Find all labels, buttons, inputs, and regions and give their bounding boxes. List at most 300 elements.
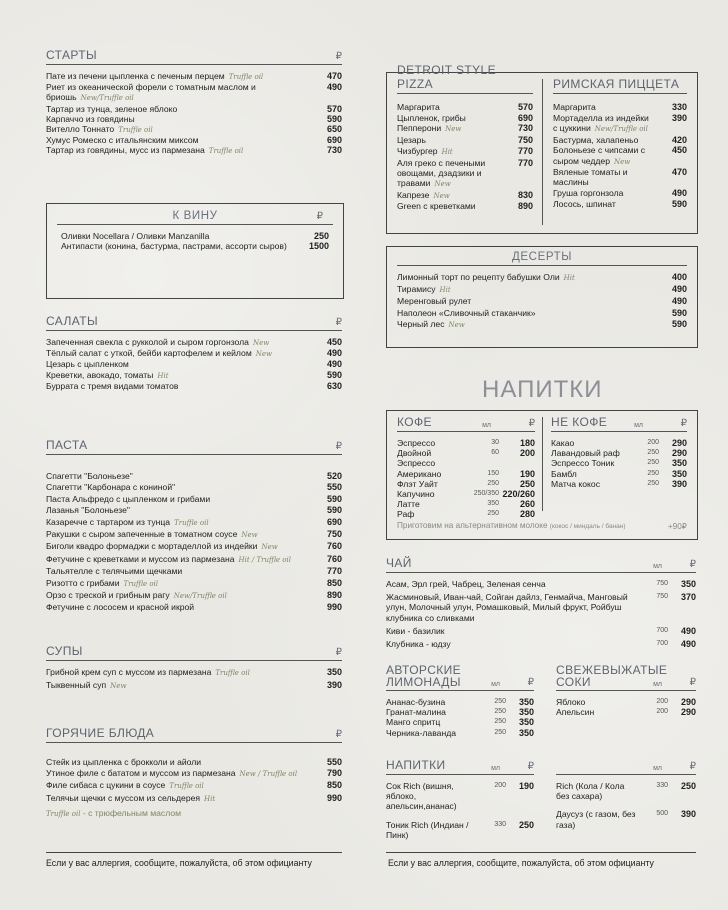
- item-price: 490: [671, 188, 687, 199]
- item-price: 750: [517, 135, 533, 146]
- menu-item: [397, 438, 535, 448]
- item-name: Эспрессо Тоник: [551, 458, 615, 469]
- menu-item: [397, 158, 533, 190]
- item-price: 250: [519, 478, 535, 489]
- item-name: Мортаделла из индейки с цуккини New/Truffle oil: [553, 112, 649, 133]
- menu-item: [46, 505, 342, 515]
- item-tag: Truffle oil: [174, 518, 209, 527]
- item-name: Тартар из говядины, мусс из пармезана Truffle oil: [46, 145, 244, 156]
- item-name: Грибной крем суп с муссом из пармезана Truffle oil: [46, 667, 250, 677]
- item-price: 350: [671, 458, 687, 469]
- item-price: 250: [680, 781, 696, 791]
- item-name: Двойной Эспрессо: [397, 448, 436, 469]
- item-name: Фетучине с лососем и красной икрой: [46, 602, 195, 613]
- menu-item: [46, 667, 342, 678]
- item-name: Даусуз (с газом, без газа): [556, 809, 636, 830]
- item-price: 470: [671, 167, 687, 178]
- item-price: 420: [671, 134, 687, 145]
- item-price: 790: [326, 768, 342, 779]
- item-tag: Truffle oil: [208, 147, 244, 156]
- item-name: Тирамису Hit: [397, 284, 451, 295]
- item-name: Яблоко: [556, 697, 586, 707]
- allergy-note-right: Если у вас аллергия, сообщите, пожалуйста, об этом официанту: [388, 858, 654, 868]
- item-name: Телячьи щечки с муссом из сельдерея Hit: [46, 792, 216, 803]
- item-price: 190: [519, 468, 535, 479]
- item-tag: New/Truffle oil: [594, 124, 648, 133]
- item-price: 590: [671, 307, 687, 318]
- item-name: Черника-лаванда: [386, 727, 457, 738]
- tea-section: ЧАЙ мл ₽ Асам, Эрл грей, Чабрец, Зеленая сенча 750 350 Жасминовый, Иван-чай, Сойган дайлз, Генмайча, Манговый улун, Молочный улун, Ромашковый, Милый фрукт, Ройбуш клубника со сливками 750 370 Киви - базилик 700 490 Клубника - юдзу 700 490: [386, 556, 696, 650]
- menu-item: [556, 781, 696, 801]
- item-name: Клубника - юдзу: [386, 639, 451, 650]
- item-volume: 250: [647, 459, 659, 467]
- item-price: 730: [517, 123, 533, 134]
- item-price: 590: [326, 505, 342, 516]
- item-price: 390: [326, 680, 342, 691]
- item-price: 280: [519, 509, 535, 520]
- item-price: 990: [326, 792, 342, 803]
- item-price: 290: [671, 448, 687, 459]
- item-tag: Hit / Truffle oil: [238, 555, 291, 564]
- pasta-section: ПАСТА ₽ Спагетти "Болоньезе" 520 Спагетти "Карбонара с кониной" 550 Паста Альфредо с цыпленком и грибами 590 Лазанья "Болоньезе" 590 Казаречче с тартаром из тунца Truffle oil 690 Ракушки с сыром запеченные в томатном соусе New 750 Биголи квадро формаджи с мортаделлой из индейки New 760 Фетучине с креветками и муссом из пармезана Hit / Truffle oil 760 Тальятелле с телячьими щечками 770 Ризотто с грибами Truffle oil 850 Орзо с треской и грибным рагу New/Truffle oil 890 Фетучине с лососем и красной икрой 990: [46, 438, 342, 613]
- menu-item: [397, 479, 535, 489]
- item-price: 330: [671, 102, 687, 112]
- menu-item: [386, 781, 534, 812]
- coffee-box: [386, 410, 698, 540]
- item-price: 290: [671, 438, 687, 448]
- item-price: 730: [326, 145, 342, 156]
- item-price: 350: [518, 727, 534, 738]
- menu-item: [46, 541, 342, 552]
- item-price: 850: [326, 577, 342, 588]
- item-tag: Hit: [204, 794, 216, 803]
- item-tag: Truffle oil: [169, 782, 204, 791]
- menu-item: [46, 359, 342, 369]
- menu-item: [397, 469, 535, 479]
- item-tag: New: [613, 157, 631, 166]
- item-tag: Hit: [157, 371, 169, 380]
- item-name: Запеченная свекла с рукколой и сыром горгонзола New: [46, 337, 270, 347]
- item-volume: 250: [647, 449, 659, 457]
- item-name: Вяленые томаты и маслины: [553, 167, 628, 188]
- menu-item: [397, 272, 687, 283]
- item-volume: 250: [494, 698, 506, 705]
- item-price: 490: [680, 625, 696, 636]
- menu-item: [553, 167, 687, 187]
- menu-item: [386, 717, 534, 727]
- truffle-note: Truffle oil - с трюфельным маслом: [46, 807, 182, 818]
- menu-item: [397, 135, 533, 145]
- menu-item: [386, 626, 696, 636]
- item-tag: New: [241, 530, 258, 539]
- item-price: 630: [326, 380, 342, 391]
- menu-item: [551, 479, 687, 489]
- item-price: 390: [671, 112, 687, 123]
- item-price: 850: [326, 780, 342, 791]
- item-name: Филе сибаса с цукини в соусе Truffle oil: [46, 780, 204, 791]
- item-volume: 250: [487, 479, 499, 487]
- item-name: Цезарь: [397, 135, 426, 146]
- menu-item: [46, 494, 342, 504]
- item-name: Манго спритц: [386, 717, 441, 728]
- item-price: 490: [326, 359, 342, 370]
- menu-item: [386, 579, 696, 589]
- item-tag: New: [433, 191, 450, 200]
- item-name: Наполеон «Сливочный стаканчик»: [397, 307, 536, 318]
- item-tag: New: [255, 350, 272, 359]
- item-name: Меренговый рулет: [397, 296, 472, 307]
- item-name: Латте: [397, 499, 420, 510]
- item-price: 570: [326, 103, 342, 114]
- menu-item: [397, 284, 687, 295]
- item-price: 490: [326, 82, 342, 93]
- item-name: Буррата с тремя видами томатов: [46, 380, 179, 391]
- item-name: Фетучине с креветками и муссом из пармезана Hit / Truffle oil: [46, 553, 291, 564]
- menu-item: [556, 707, 696, 717]
- item-price: 450: [326, 337, 342, 347]
- hot-section: ГОРЯЧИЕ БЛЮДА ₽ Стейк из цыпленка с брокколи и айоли 550 Утиное филе с бататом и муссом из пармезана New / Truffle oil 790 Филе сибаса с цукини в соусе Truffle oil 850 Телячьи щечки с муссом из сельдерея Hit 990 Truffle oil - с трюфельным маслом: [46, 726, 342, 818]
- menu-item: [46, 471, 342, 481]
- item-name: Лазанья "Болоньезе": [46, 505, 130, 516]
- item-price: 390: [671, 478, 687, 489]
- item-price: 470: [326, 71, 342, 81]
- detroit-pizza: DETROIT STYLE PIZZA Маргарита 570 Цыпленок, грибы 690 Пепперони New 730 Цезарь 750 Чизбургер Hit 770 Аля греко с печеными овощами, дзадзики и травами New 770 Капрезе New 830 Green с креветками 890: [397, 63, 533, 212]
- item-name: Капучино: [397, 489, 435, 500]
- item-price: 260: [519, 499, 535, 510]
- item-name: Маргарита: [397, 102, 440, 112]
- item-volume: 330: [656, 782, 668, 789]
- item-price: 520: [326, 471, 342, 481]
- menu-item: [46, 757, 342, 767]
- salads-section: САЛАТЫ ₽ Запеченная свекла с рукколой и сыром горгонзола New 450 Тёплый салат с уткой, бейби картофелем и кейлом New 490 Цезарь с цыпленком 490 Креветки, авокадо, томаты Hit 590 Буррата с тремя видами томатов 630: [46, 314, 342, 391]
- item-name: Капрезе New: [397, 189, 450, 200]
- item-name: Цыпленок, грибы: [397, 112, 466, 123]
- item-price: 490: [326, 348, 342, 359]
- item-volume: 200: [656, 698, 668, 705]
- menu-item: [46, 82, 342, 103]
- item-name: Флэт Уайт: [397, 478, 438, 489]
- menu-item: [553, 199, 687, 209]
- item-name: Хумус Ромеско с итальянским миксом: [46, 135, 199, 146]
- item-volume: 500: [656, 810, 668, 818]
- item-price: 250: [313, 231, 329, 241]
- item-name: Green с креветками: [397, 201, 476, 212]
- item-name: Матча кокос: [551, 478, 600, 489]
- starters-section: СТАРТЫ ₽ Пате из печени цыпленка с печеным перцем Truffle oil 470 Риет из океанической форели с томатным маслом и бриошь New/Truffle oil 490 Тартар из тунца, зеленое яблоко 570 Карпаччо из говядины 590 Вителло Тоннато Truffle oil 650 Хумус Ромеско с итальянским миксом 690 Тартар из говядины, мусс из пармезана Truffle oil 730: [46, 48, 342, 156]
- item-name: Лосось, шпинат: [553, 198, 616, 209]
- item-name: Биголи квадро формаджи с мортаделлой из индейки New: [46, 541, 278, 552]
- menu-item: [46, 145, 342, 156]
- juices-section: СВЕЖЕВЫЖАТЫЕ СОКИ мл ₽ Яблоко 200 290 Апельсин 200 290: [556, 663, 696, 718]
- menu-item: [397, 146, 533, 157]
- not-coffee: НЕ КОФЕ мл ₽ Какао 200 290 Лавандовый раф 250 290 Эспрессо Тоник 250 350 Бамбл 250 350 Матча кокос 250 390: [551, 415, 687, 489]
- item-tag: Hit: [439, 286, 451, 295]
- item-name: Бамбл: [551, 468, 577, 479]
- menu-item: [386, 697, 534, 707]
- menu-item: [46, 780, 342, 791]
- menu-item: [556, 697, 696, 707]
- menu-item: [553, 188, 687, 198]
- menu-item: [46, 517, 342, 528]
- menu-item: [386, 820, 534, 840]
- item-name: Тёплый салат с уткой, бейби картофелем и кейлом New: [46, 348, 272, 359]
- item-price: 590: [326, 493, 342, 504]
- menu-item: [46, 680, 342, 691]
- item-price: 350: [671, 468, 687, 479]
- item-name: Американо: [397, 468, 442, 479]
- menu-item: [46, 793, 342, 804]
- item-price: 1500: [308, 241, 329, 252]
- item-name: Пате из печени цыпленка с печеным перцем Truffle oil: [46, 71, 264, 81]
- item-name: Казаречче с тартаром из тунца Truffle oil: [46, 516, 209, 527]
- item-tag: New: [445, 125, 462, 134]
- item-price: 400: [671, 272, 687, 282]
- menu-item: [556, 809, 696, 829]
- lemonades-section: АВТОРСКИЕ ЛИМОНАДЫ мл ₽ Ананас-бузина 250 350 Гранат-малина 250 350 Манго спритц 250 350 Черника-лаванда 250 350: [386, 663, 534, 738]
- menu-item: [46, 348, 342, 359]
- item-volume: 30: [491, 439, 499, 446]
- item-price: 770: [517, 157, 533, 168]
- item-tag: New/Truffle oil: [80, 94, 134, 103]
- item-name: Эспрессо: [397, 438, 436, 448]
- menu-item: [46, 71, 342, 82]
- to-wine-box: К ВИНУ ₽ Оливки Nocellara / Оливки Manzanilla 250 Антипасти (конина, бастурма, пастрами, ассорти сыров) 1500: [46, 203, 344, 299]
- item-name: Ананас-бузина: [386, 697, 446, 707]
- item-name: Спагетти "Болоньезе": [46, 471, 133, 481]
- soups-section: СУПЫ ₽ Грибной крем суп с муссом из пармезана Truffle oil 350 Тыквенный суп New 390: [46, 644, 342, 691]
- item-volume: 700: [656, 626, 668, 634]
- item-name: Паста Альфредо с цыпленком и грибами: [46, 493, 211, 504]
- item-volume: 200: [494, 782, 506, 789]
- item-volume: 750: [656, 580, 668, 587]
- item-price: 350: [518, 707, 534, 718]
- item-name: Асам, Эрл грей, Чабрец, Зеленая сенча: [386, 579, 546, 589]
- item-price: 760: [326, 541, 342, 552]
- item-name: Груша горгонзола: [553, 188, 624, 199]
- item-name: Риет из океанической форели с томатным маслом и бриошь New/Truffle oil: [46, 82, 256, 103]
- item-price: 490: [671, 296, 687, 307]
- item-name: Ракушки с сыром запеченные в томатном соусе New: [46, 528, 258, 539]
- menu-item: [551, 469, 687, 479]
- menu-item: [46, 578, 342, 589]
- item-price: 550: [326, 757, 342, 767]
- drinks-left: НАПИТКИ мл ₽ Сок Rich (вишня, яблоко, апельсин,ананас) 200 190 Тоник Rich (Индиан / Пинк) 330 250: [386, 758, 534, 840]
- item-name: Жасминовый, Иван-чай, Сойган дайлз, Генмайча, Манговый улун, Молочный улун, Ромашковый, Милый фрукт, Ройбуш клубника со сливками: [386, 592, 628, 623]
- item-price: 890: [326, 589, 342, 600]
- menu-item: [61, 231, 329, 241]
- item-name: Черный лес New: [397, 318, 465, 329]
- item-name: Тоник Rich (Индиан / Пинк): [386, 819, 469, 840]
- item-tag: Truffle oil: [228, 73, 264, 81]
- item-price: 350: [326, 667, 342, 677]
- menu-item: [397, 448, 535, 468]
- item-name: Сок Rich (вишня, яблоко, апельсин,ананас): [386, 781, 457, 812]
- menu-item: [46, 114, 342, 124]
- item-name: Болоньезе с чипсами с сыром чеддер New: [553, 145, 646, 166]
- menu-item: [46, 370, 342, 381]
- item-name: Оливки Nocellara / Оливки Manzanilla: [61, 231, 210, 241]
- item-price: 590: [671, 198, 687, 209]
- item-tag: New: [261, 543, 278, 552]
- item-volume: 200: [656, 708, 668, 716]
- item-name: Утиное филе с бататом и муссом из пармезана New / Truffle oil: [46, 768, 298, 779]
- item-volume: 60: [491, 449, 499, 457]
- item-tag: New: [252, 339, 270, 347]
- item-volume: 350: [487, 500, 499, 508]
- item-price: 760: [326, 553, 342, 564]
- item-price: 450: [671, 145, 687, 156]
- item-name: Орзо с треской и грибным рагу New/Truffle oil: [46, 589, 227, 600]
- menu-item: [46, 590, 342, 601]
- item-volume: 250: [494, 728, 506, 736]
- item-price: 770: [326, 566, 342, 577]
- item-price: 180: [519, 438, 535, 448]
- item-volume: 250: [494, 708, 506, 716]
- item-tag: Truffle oil: [118, 126, 153, 135]
- item-price: 390: [680, 809, 696, 820]
- item-name: Стейк из цыпленка с брокколи и айоли: [46, 757, 202, 767]
- menu-item: [46, 337, 342, 348]
- item-price: 690: [517, 112, 533, 123]
- item-price: 590: [326, 369, 342, 380]
- item-name: Антипасти (конина, бастурма, пастрами, ассорти сыров): [61, 241, 287, 252]
- item-price: 690: [326, 135, 342, 146]
- menu-item: [553, 102, 687, 112]
- item-name: Бастурма, халапеньо: [553, 134, 639, 145]
- menu-item: [553, 145, 687, 166]
- menu-item: [61, 241, 329, 251]
- menu-item: [46, 482, 342, 492]
- item-price: 290: [680, 707, 696, 718]
- item-name: Апельсин: [556, 707, 595, 718]
- item-price: 770: [517, 145, 533, 156]
- item-name: Лавандовый раф: [551, 448, 620, 459]
- item-volume: 200: [647, 439, 659, 446]
- menu-item: [46, 566, 342, 576]
- item-price: 350: [680, 579, 696, 589]
- menu-item: [46, 529, 342, 540]
- menu-item: [397, 113, 533, 123]
- item-price: 590: [671, 318, 687, 329]
- coffee: КОФЕ мл ₽ Эспрессо 30 180 Двойной Эспрессо 60 200 Американо 150 190 Флэт Уайт 250 250 Капучино 250/350 220/260 Латте 350 260 Раф 250 280: [397, 415, 535, 520]
- menu-item: [551, 458, 687, 468]
- divider: [46, 852, 342, 853]
- item-volume: 750: [656, 593, 668, 601]
- item-name: Rich (Кола / Кола без сахара): [556, 781, 625, 802]
- item-price: 990: [326, 602, 342, 613]
- item-name: Чизбургер Hit: [397, 145, 453, 156]
- item-tag: Truffle oil: [123, 579, 159, 588]
- section-title: СТАРТЫ: [46, 48, 98, 62]
- item-price: 590: [326, 113, 342, 124]
- item-name: Какао: [551, 438, 575, 448]
- item-name: Пепперони New: [397, 123, 462, 134]
- menu-item: [46, 135, 342, 145]
- menu-item: [551, 438, 687, 448]
- menu-item: [553, 113, 687, 134]
- menu-item: [386, 639, 696, 649]
- drinks-title: НАПИТКИ: [482, 376, 603, 403]
- menu-item: [397, 489, 535, 499]
- menu-item: [386, 707, 534, 717]
- item-price: 690: [326, 516, 342, 527]
- item-name: Ризотто с грибами Truffle oil: [46, 577, 159, 588]
- item-price: 570: [517, 102, 533, 112]
- menu-item: [397, 308, 687, 318]
- menu-item: [553, 135, 687, 145]
- menu-item: [397, 499, 535, 509]
- item-price: 650: [326, 124, 342, 135]
- item-volume: 250: [494, 718, 506, 726]
- menu-item: [397, 319, 687, 330]
- menu-item: [46, 124, 342, 135]
- item-name: Маргарита: [553, 102, 596, 112]
- item-price: 350: [518, 717, 534, 728]
- item-name: Креветки, авокадо, томаты Hit: [46, 369, 169, 380]
- item-name: Тартар из тунца, зеленое яблоко: [46, 103, 178, 114]
- item-price: 550: [326, 482, 342, 493]
- item-name: Лимонный торт по рецепту бабушки Оли Hit: [397, 272, 575, 282]
- menu-item: [397, 190, 533, 201]
- item-volume: 250/350: [473, 490, 499, 498]
- menu-item: [397, 123, 533, 134]
- desserts-box: ДЕСЕРТЫ Лимонный торт по рецепту бабушки Оли Hit 400 Тирамису Hit 490 Меренговый рулет 490 Наполеон «Сливочный стаканчик» 590 Черный лес New 590: [386, 246, 698, 348]
- item-tag: New/Truffle oil: [173, 591, 227, 600]
- drinks-right: мл ₽ Rich (Кола / Кола без сахара) 330 250 Даусуз (с газом, без газа) 500 390: [556, 758, 696, 838]
- alt-milk-note: Приготовим на альтернативном молоке (кокос / миндаль / банан) +90₽: [397, 521, 687, 531]
- item-volume: 700: [656, 640, 668, 648]
- item-name: Тыквенный суп New: [46, 680, 127, 691]
- item-price: 370: [680, 592, 696, 603]
- menu-item: [397, 102, 533, 112]
- allergy-note-left: Если у вас аллергия, сообщите, пожалуйста, об этом официанту: [46, 858, 312, 868]
- menu-item: [386, 728, 534, 738]
- pizza-box: [386, 63, 698, 234]
- item-name: Гранат-малина: [386, 707, 446, 718]
- menu-item: [46, 381, 342, 391]
- item-tag: New / Truffle oil: [239, 770, 298, 779]
- item-price: 200: [519, 448, 535, 459]
- menu-item: [386, 592, 696, 623]
- menu-item: [46, 554, 342, 565]
- item-tag: New: [434, 179, 451, 188]
- menu-item: [46, 602, 342, 612]
- item-tag: Truffle oil: [215, 669, 250, 677]
- item-name: Раф: [397, 509, 415, 520]
- item-name: Спагетти "Карбонара с кониной": [46, 482, 176, 493]
- item-tag: New: [448, 320, 465, 329]
- item-price: 830: [517, 189, 533, 200]
- item-name: Аля греко с печеными овощами, дзадзики и травами New: [397, 157, 486, 188]
- item-tag: Hit: [441, 147, 453, 156]
- item-tag: New: [110, 682, 127, 691]
- item-volume: 250: [647, 479, 659, 487]
- item-volume: 330: [494, 820, 506, 828]
- item-tag: Hit: [563, 274, 575, 282]
- item-volume: 250: [487, 510, 499, 518]
- menu-item: [46, 104, 342, 114]
- item-price: 890: [517, 201, 533, 212]
- menu-item: [397, 509, 535, 519]
- item-price: 290: [680, 697, 696, 707]
- item-price: 250: [518, 819, 534, 830]
- item-price: 490: [680, 639, 696, 650]
- menu-item: [46, 768, 342, 779]
- divider: [386, 852, 696, 853]
- menu-item: [397, 296, 687, 306]
- menu-item: [551, 448, 687, 458]
- item-name: Киви - базилик: [386, 625, 445, 636]
